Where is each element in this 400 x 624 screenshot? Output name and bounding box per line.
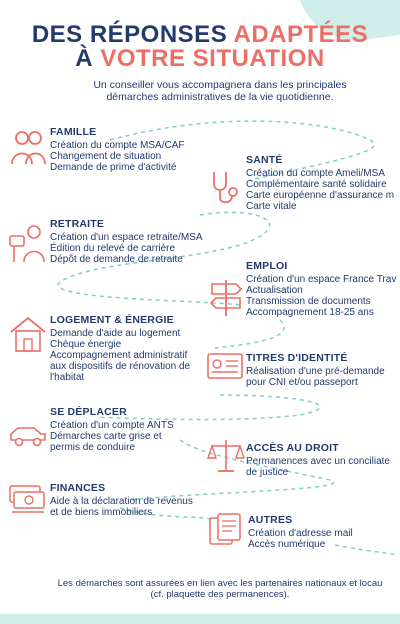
page-title-line1: DES RÉPONSES ADAPTÉES (31, 21, 369, 48)
scales-icon (206, 438, 246, 474)
car-icon (8, 424, 48, 448)
section-title: SANTÉ (246, 154, 283, 166)
section-title: RETRAITE (50, 218, 105, 230)
section-title: TITRES D'IDENTITÉ (246, 352, 348, 364)
section-autres (248, 514, 353, 550)
list-item: Permanences avec un conciliate (246, 456, 390, 467)
list-item: Carte vitale (246, 201, 297, 212)
list-item: l'habitat (50, 372, 85, 383)
list-item: Accès numérique (248, 539, 326, 550)
list-item: Création du compte Ameli/MSA (246, 168, 385, 179)
section-title: FAMILLE (50, 126, 97, 138)
section-title: SE DÉPLACER (50, 406, 127, 418)
stethoscope-icon (206, 168, 242, 208)
section-title: EMPLOI (246, 260, 288, 272)
list-item: et de biens immobiliers (50, 507, 153, 518)
section-finances (50, 482, 193, 518)
list-item: Création d'un compte ANTS (50, 420, 174, 431)
section-droit (246, 442, 390, 478)
section-logement (50, 314, 190, 383)
list-item: Création du compte MSA/CAF (50, 140, 185, 151)
section-title: LOGEMENT & ÉNERGIE (50, 314, 174, 326)
list-item: Demande d'aide au logement (50, 328, 181, 339)
list-item: Édition du relevé de carrière (50, 243, 176, 254)
section-title: FINANCES (50, 482, 106, 494)
retiree-icon (8, 222, 48, 264)
signpost-icon (206, 276, 246, 318)
list-item: Chèque énergie (50, 339, 122, 350)
list-item: Accompagnement 18-25 ans (246, 307, 374, 318)
list-item: Aide à la déclaration de revenus (50, 496, 193, 507)
list-item: Actualisation (246, 285, 303, 296)
section-deplacer (50, 406, 174, 453)
bottom-band (0, 614, 400, 624)
intro-text: Un conseiller vous accompagnera dans les principales démarches administratives de la vie quotidienne. (93, 79, 347, 103)
list-item: Complémentaire santé solidaire (246, 179, 387, 190)
page-title-line2: À VOTRE SITUATION (75, 45, 325, 72)
list-item: Dépôt de demande de retraite (50, 254, 183, 265)
list-item: Carte européenne d'assurance m (246, 190, 395, 201)
list-item: Création d'adresse mail (248, 528, 353, 539)
section-retraite (50, 218, 203, 265)
list-item: de justice (246, 467, 289, 478)
list-item: Création d'un espace retraite/MSA (50, 232, 203, 243)
section-title: ACCÈS AU DROIT (246, 442, 339, 454)
list-item: aux dispositifs de rénovation de (50, 361, 191, 372)
list-item: Accompagnement administratif (50, 350, 188, 361)
money-icon (8, 482, 48, 516)
footer-note: Les démarches sont assurées en lien avec les partenaires nationaux et locau (cf. plaquette des permanences). (57, 578, 383, 600)
house-icon (8, 314, 48, 354)
list-item: Transmission de documents (246, 296, 371, 307)
list-item: permis de conduire (50, 442, 136, 453)
list-item: Création d'un espace France Trav (246, 274, 397, 285)
section-emploi (246, 260, 396, 318)
section-titres (246, 352, 385, 388)
list-item: pour CNI et/ou passeport (246, 377, 358, 388)
list-item: Demande de prime d'activité (50, 162, 177, 173)
list-item: Réalisation d'une pré-demande (246, 366, 385, 377)
section-famille (50, 126, 185, 173)
id-card-icon (206, 352, 244, 382)
list-item: Changement de situation (50, 151, 162, 162)
section-title: AUTRES (248, 514, 293, 526)
section-sante (246, 154, 394, 212)
list-item: Démarches carte grise et (50, 431, 162, 442)
documents-icon (208, 512, 244, 548)
family-icon (10, 128, 46, 166)
